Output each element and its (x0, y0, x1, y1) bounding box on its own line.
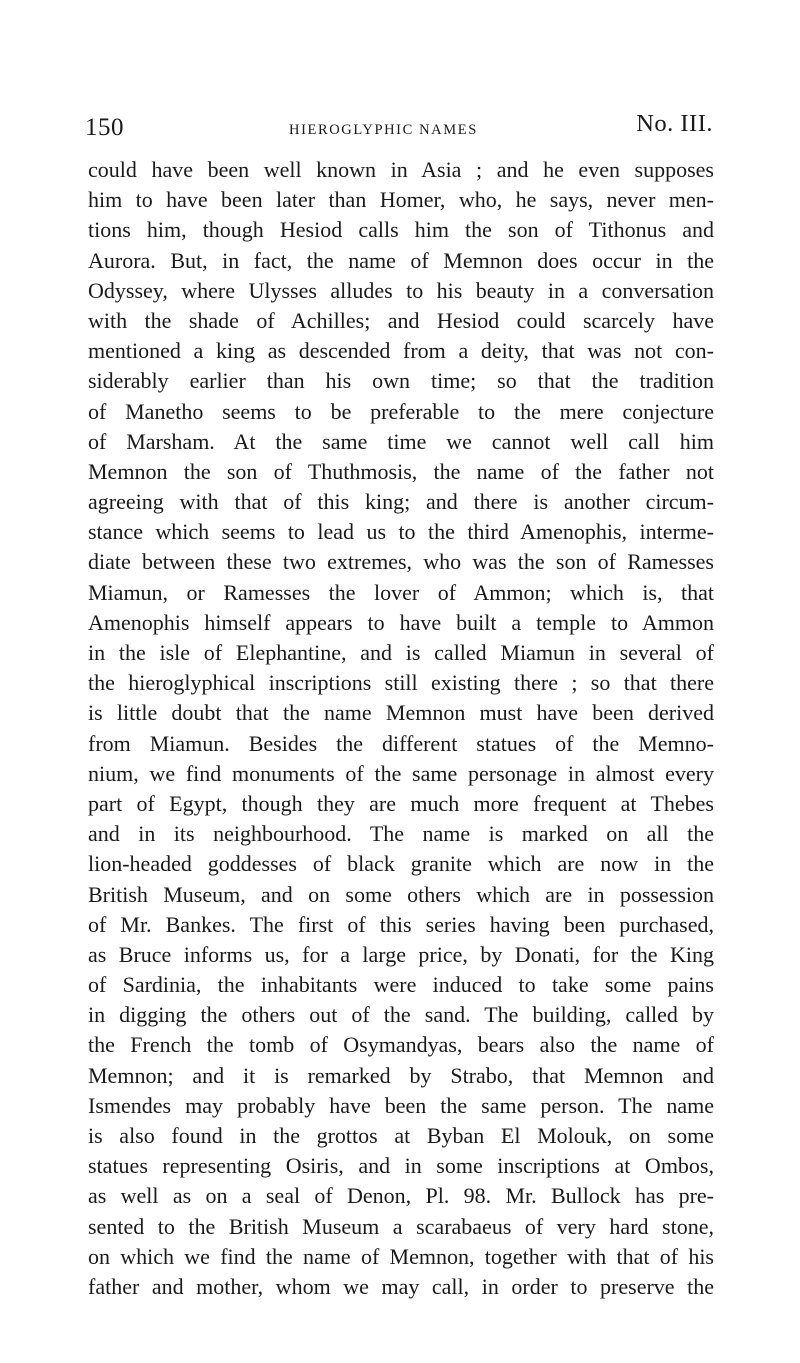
text-line: Memnon; and it is remarked by Strabo, that Memnon and (88, 1062, 714, 1088)
text-line: the hieroglyphical inscriptions still existing there ; so that there (88, 670, 714, 696)
text-line: of Manetho seems to be preferable to the mere conjecture (88, 398, 714, 424)
text-line: with the shade of Achilles; and Hesiod could scarcely have (88, 307, 714, 333)
page-number: 150 (85, 114, 124, 141)
running-head (85, 110, 713, 146)
text-line: Aurora. But, in fact, the name of Memnon does occur in the (88, 247, 714, 273)
text-line: Odyssey, where Ulysses alludes to his beauty in a conversation (88, 277, 714, 303)
text-line: of Sardinia, the inhabitants were induced to take some pains (88, 972, 714, 998)
body-text (88, 155, 714, 1302)
text-line: in digging the others out of the sand. The building, called by (88, 1002, 714, 1028)
text-line: sented to the British Museum a scarabaeus of very hard stone, (88, 1213, 714, 1239)
text-line: British Museum, and on some others which are in possession (88, 881, 714, 907)
text-line: as Bruce informs us, for a large price, by Donati, for the King (88, 941, 714, 967)
text-line: could have been well known in Asia ; and he even supposes (88, 157, 714, 182)
text-line: father and mother, whom we may call, in order to preserve the (88, 1273, 714, 1299)
text-line: from Miamun. Besides the different statues of the Memno- (88, 730, 714, 756)
text-line: the French the tomb of Osymandyas, bears also the name of (88, 1032, 714, 1058)
text-line: on which we find the name of Memnon, together with that of his (88, 1243, 714, 1269)
text-line: statues representing Osiris, and in some inscriptions at Ombos, (88, 1153, 714, 1179)
text-line: agreeing with that of this king; and there is another circum- (88, 489, 714, 515)
text-line: mentioned a king as descended from a deity, that was not con- (88, 338, 714, 364)
text-line: and in its neighbourhood. The name is marked on all the (88, 821, 714, 847)
text-line: in the isle of Elephantine, and is called Miamun in several of (88, 640, 714, 665)
text-line: siderably earlier than his own time; so that the tradition (88, 368, 714, 394)
text-line: stance which seems to lead us to the third Amenophis, interme- (88, 519, 714, 545)
text-line: is also found in the grottos at Byban El Molouk, on some (88, 1123, 714, 1148)
text-line: him to have been later than Homer, who, he says, never men- (88, 187, 714, 213)
text-line: nium, we find monuments of the same personage in almost every (88, 760, 714, 786)
text-line: lion-headed goddesses of black granite which are now in the (88, 851, 714, 877)
text-line: of Mr. Bankes. The first of this series having been purchased, (88, 911, 714, 937)
text-line: Miamun, or Ramesses the lover of Ammon; which is, that (88, 579, 714, 605)
text-line: part of Egypt, though they are much more frequent at Thebes (88, 790, 714, 816)
text-line: of Marsham. At the same time we cannot well call him (88, 428, 714, 454)
text-line: diate between these two extremes, who was the son of Ramesses (88, 549, 714, 575)
text-line: Amenophis himself appears to have built a temple to Ammon (88, 609, 714, 635)
text-line: as well as on a seal of Denon, Pl. 98. Mr. Bullock has pre- (88, 1183, 714, 1209)
section-label: No. III. (636, 110, 713, 137)
text-line: is little doubt that the name Memnon must have been derived (88, 700, 714, 726)
text-line: Memnon the son of Thuthmosis, the name of the father not (88, 458, 714, 484)
text-line: tions him, though Hesiod calls him the son of Tithonus and (88, 217, 714, 243)
text-line: Ismendes may probably have been the same person. The name (88, 1092, 714, 1118)
running-title: HIEROGLYPHIC NAMES (289, 122, 478, 138)
